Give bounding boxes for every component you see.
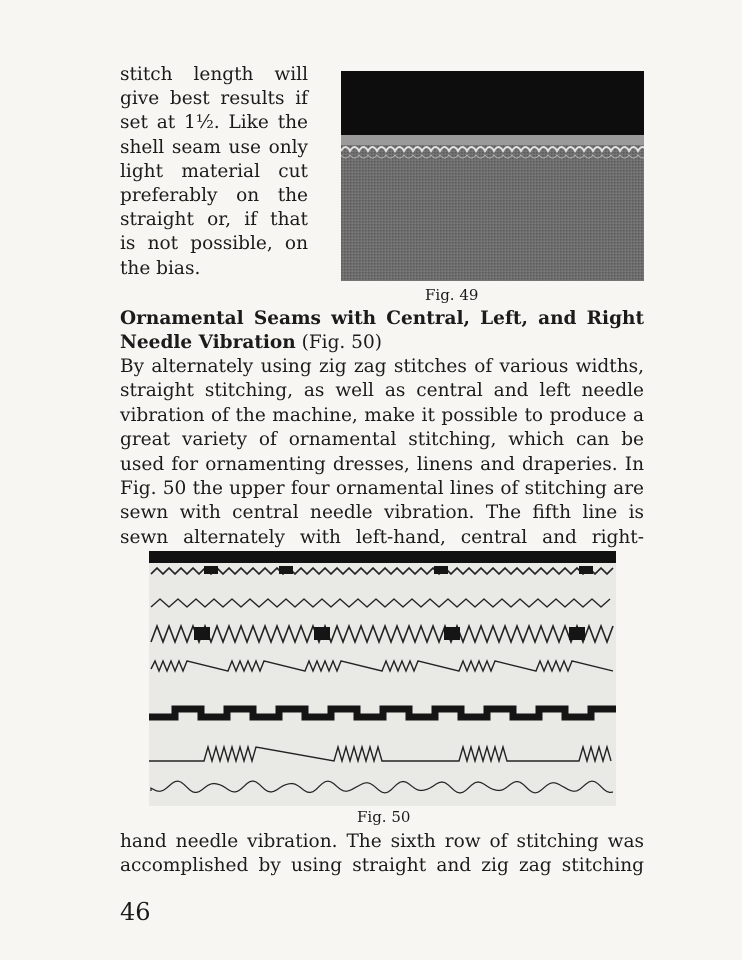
intro-line: the bias. xyxy=(120,257,201,279)
figure-50-stitch-sampler-photo xyxy=(149,551,616,806)
intro-line: shell seam use only xyxy=(120,136,308,158)
stitch-block xyxy=(314,627,330,640)
figure-49-caption: Fig. 49 xyxy=(425,286,479,304)
stitch-block xyxy=(434,566,448,574)
stitch-block xyxy=(279,566,293,574)
paragraph-2: hand needle vibration. The sixth row of stitching was accomplished by using straight and zig zag stitching xyxy=(120,831,644,877)
paragraph-1: By alternately using zig zag stitches of various widths, straight stitching, as well as central and left needle vibration of the machine, make it possible to produce a great variety of ornamental stitching, which can be used for ornamenting dresses, linens and draperies. In Fig. 50 the upper four ornamental lines of stitching are sewn with central needle vibration. The fifth line is sewn alternately with left-hand, central and right- xyxy=(120,356,644,548)
page-number: 46 xyxy=(120,898,151,926)
intro-line: stitch length will xyxy=(120,64,308,85)
stitch-block xyxy=(444,627,460,640)
intro-line: give best results if xyxy=(120,88,308,110)
intro-line: set at 1½. Like the xyxy=(120,112,308,134)
intro-line: straight or, if that xyxy=(120,209,308,231)
stitch-block xyxy=(579,566,593,574)
stitch-block xyxy=(194,627,210,640)
figure-50-caption: Fig. 50 xyxy=(357,808,411,826)
stitch-block xyxy=(204,566,218,574)
section-heading-figure-ref: (Fig. 50) xyxy=(295,332,382,353)
section-heading-title: Ornamental Seams with Central, Left, and Right Needle Vibration xyxy=(120,308,644,353)
figure-49-shell-seam-photo xyxy=(341,71,644,281)
intro-text xyxy=(120,63,308,281)
intro-line: light material cut xyxy=(120,160,308,182)
intro-line: preferably on the xyxy=(120,185,308,207)
intro-line: is not possible, on xyxy=(120,233,308,255)
stitch-block xyxy=(569,627,585,640)
section-heading xyxy=(120,307,644,355)
